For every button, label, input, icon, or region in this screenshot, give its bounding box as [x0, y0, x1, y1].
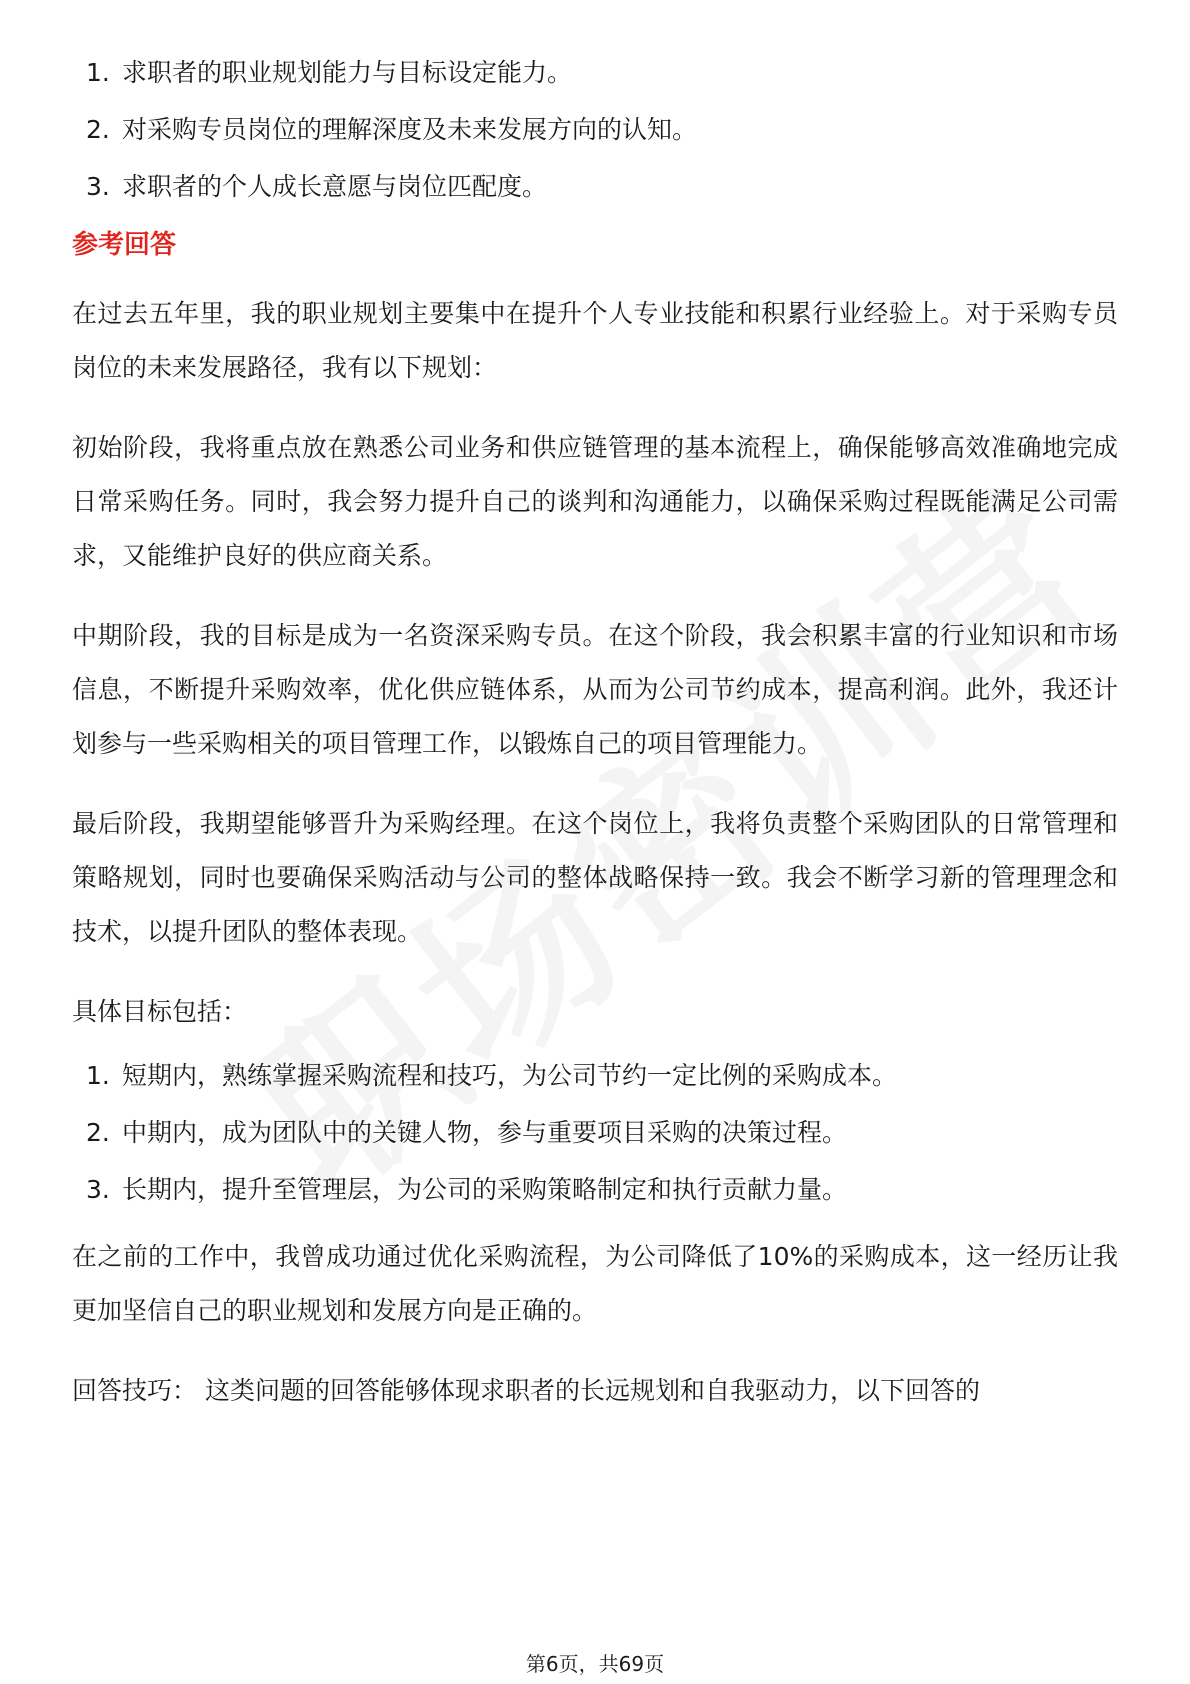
list-item: [72, 113, 1118, 147]
paragraph-achievement: 在之前的工作中，我曾成功通过优化采购流程，为公司降低了10%的采购成本，这一经历让我更加坚信自己的职业规划和发展方向是正确的。: [72, 1242, 1118, 1325]
paragraph-answer-tips: 回答技巧： 这类问题的回答能够体现求职者的长远规划和自我驱动力，以下回答的: [72, 1376, 980, 1405]
list-item-text: 短期内，熟练掌握采购流程和技巧，为公司节约一定比例的采购成本。: [122, 1061, 898, 1090]
paragraph-mid-stage: 中期阶段，我的目标是成为一名资深采购专员。在这个阶段，我会积累丰富的行业知识和市场信息，不断提升采购效率，优化供应链体系，从而为公司节约成本，提高利润。此外，我还计划参与一些采购相关的项目管理工作，以锻炼自己的项目管理能力。: [72, 621, 1118, 758]
paragraph-final-stage: 最后阶段，我期望能够晋升为采购经理。在这个岗位上，我将负责整个采购团队的日常管理和策略规划，同时也要确保采购活动与公司的整体战略保持一致。我会不断学习新的管理理念和技术，以提升团队的整体表现。: [72, 809, 1118, 946]
list-item-text: 中期内，成为团队中的关键人物，参与重要项目采购的决策过程。: [122, 1118, 848, 1147]
page-content: [72, 56, 1118, 1418]
paragraph-initial-stage: 初始阶段，我将重点放在熟悉公司业务和供应链管理的基本流程上，确保能够高效准确地完成日常采购任务。同时，我会努力提升自己的谈判和沟通能力，以确保采购过程既能满足公司需求，又能维护良好的供应商关系。: [72, 433, 1118, 570]
page-number-footer: 第6页，共69页: [525, 1652, 665, 1676]
list-item-text: 求职者的个人成长意愿与岗位匹配度。: [122, 172, 548, 201]
list-item-text: 求职者的职业规划能力与目标设定能力。: [122, 58, 573, 87]
list-item: [72, 1059, 1118, 1093]
list-item-number: 3.: [86, 172, 110, 201]
list-item-text: 对采购专员岗位的理解深度及未来发展方向的认知。: [122, 115, 698, 144]
list-item-number: 3.: [86, 1175, 110, 1204]
reference-answer-heading: 参考回答: [72, 230, 177, 260]
goals-list: [72, 1059, 1118, 1207]
list-item-number: 2.: [86, 1118, 110, 1147]
criteria-list: [72, 56, 1118, 204]
list-item-text: 长期内，提升至管理层，为公司的采购策略制定和执行贡献力量。: [122, 1175, 848, 1204]
paragraph-goals-intro: 具体目标包括：: [72, 997, 248, 1026]
list-item: [72, 1116, 1118, 1150]
list-item-number: 2.: [86, 115, 110, 144]
list-item: [72, 56, 1118, 90]
paragraph-intro: 在过去五年里，我的职业规划主要集中在提升个人专业技能和积累行业经验上。对于采购专员岗位的未来发展路径，我有以下规划：: [72, 299, 1118, 382]
list-item-number: 1.: [86, 58, 110, 87]
list-item-number: 1.: [86, 1061, 110, 1090]
list-item: [72, 1173, 1118, 1207]
list-item: [72, 170, 1118, 204]
